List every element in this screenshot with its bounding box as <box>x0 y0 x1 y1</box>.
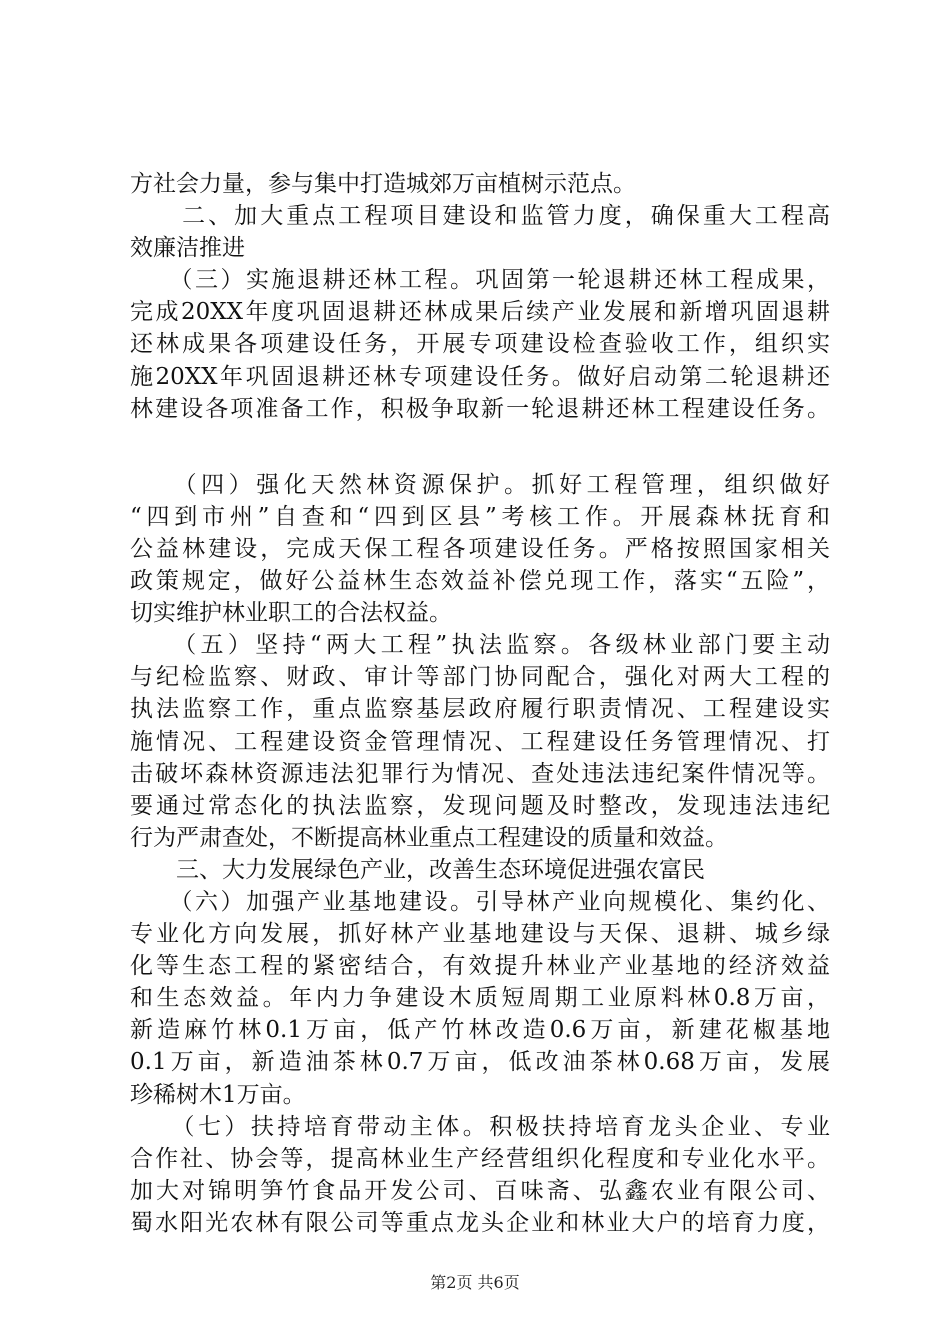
text-line: 还林成果各项建设任务，开展专项建设检查验收工作，组织实 <box>130 331 830 358</box>
text-line: 专业化方向发展，抓好林产业基地建设与天保、退耕、城乡绿 <box>130 921 830 948</box>
text-line: 行为严肃查处，不断提高林业重点工程建设的质量和效益。 <box>130 824 728 851</box>
text-line: （六）加强产业基地建设。引导林产业向规模化、集约化、 <box>130 888 830 915</box>
text-line: （五）坚持“两大工程”执法监察。各级林业部门要主动 <box>130 632 830 659</box>
text-line: 与纪检监察、财政、审计等部门协同配合，强化对两大工程的 <box>130 664 830 691</box>
text-line: 方社会力量，参与集中打造城郊万亩植树示范点。 <box>130 171 636 197</box>
text-line: 切实维护林业职工的合法权益。 <box>130 600 452 627</box>
text-line: 化等生态工程的紧密结合，有效提升林业产业基地的经济效益 <box>130 953 830 980</box>
document-body <box>130 168 830 1239</box>
text-line: 二、加大重点工程项目建设和监管力度，确保重大工程高 <box>130 203 830 230</box>
text-line: 完成20XX年度巩固退耕还林成果后续产业发展和新增巩固退耕 <box>130 299 830 326</box>
text-line: 0.1万亩，新造油茶林0.7万亩，低改油茶林0.68万亩，发展 <box>130 1049 830 1076</box>
text-line: 执法监察工作，重点监察基层政府履行职责情况、工程建设实 <box>130 696 830 723</box>
text-line: 效廉洁推进 <box>130 235 245 262</box>
text-line: 珍稀树木1万亩。 <box>130 1081 306 1108</box>
text-line: （三）实施退耕还林工程。巩固第一轮退耕还林工程成果， <box>130 267 830 294</box>
paragraph-spacer <box>130 425 830 469</box>
paragraph-block-top <box>130 168 830 425</box>
text-line: 合作社、协会等，提高林业生产经营组织化程度和专业化水平。 <box>130 1145 830 1172</box>
text-line: （四）强化天然林资源保护。抓好工程管理，组织做好 <box>130 471 830 498</box>
text-line: 和生态效益。年内力争建设木质短周期工业原料林0.8万亩， <box>130 985 830 1012</box>
text-line: 击破坏森林资源违法犯罪行为情况、查处违法违纪案件情况等。 <box>130 760 830 787</box>
text-line: （七）扶持培育带动主体。积极扶持培育龙头企业、专业 <box>130 1113 830 1140</box>
text-line: 施情况、工程建设资金管理情况、工程建设任务管理情况、打 <box>130 728 830 755</box>
section-heading-line: 三、大力发展绿色产业，改善生态环境促进强农富民 <box>130 856 705 883</box>
page-number-footer: 第2页 共6页 <box>430 1273 520 1292</box>
text-line: 新造麻竹林0.1万亩，低产竹林改造0.6万亩，新建花椒基地 <box>130 1017 830 1044</box>
text-line: 林建设各项准备工作，积极争取新一轮退耕还林工程建设任务。 <box>130 395 830 422</box>
text-line: 蜀水阳光农林有限公司等重点龙头企业和林业大户的培育力度， <box>130 1209 830 1236</box>
text-line: 公益林建设，完成天保工程各项建设任务。严格按照国家相关 <box>130 535 830 562</box>
text-line: 加大对锦明笋竹食品开发公司、百味斋、弘鑫农业有限公司、 <box>130 1177 830 1204</box>
text-line: 要通过常态化的执法监察，发现问题及时整改，发现违法违纪 <box>130 792 830 819</box>
text-line: 政策规定，做好公益林生态效益补偿兑现工作，落实“五险”， <box>130 568 830 595</box>
text-line: 施20XX年巩固退耕还林专项建设任务。做好启动第二轮退耕还 <box>130 363 830 390</box>
text-line: “四到市州”自查和“四到区县”考核工作。开展森林抚育和 <box>130 503 830 530</box>
paragraph-block-bottom <box>130 469 830 1239</box>
